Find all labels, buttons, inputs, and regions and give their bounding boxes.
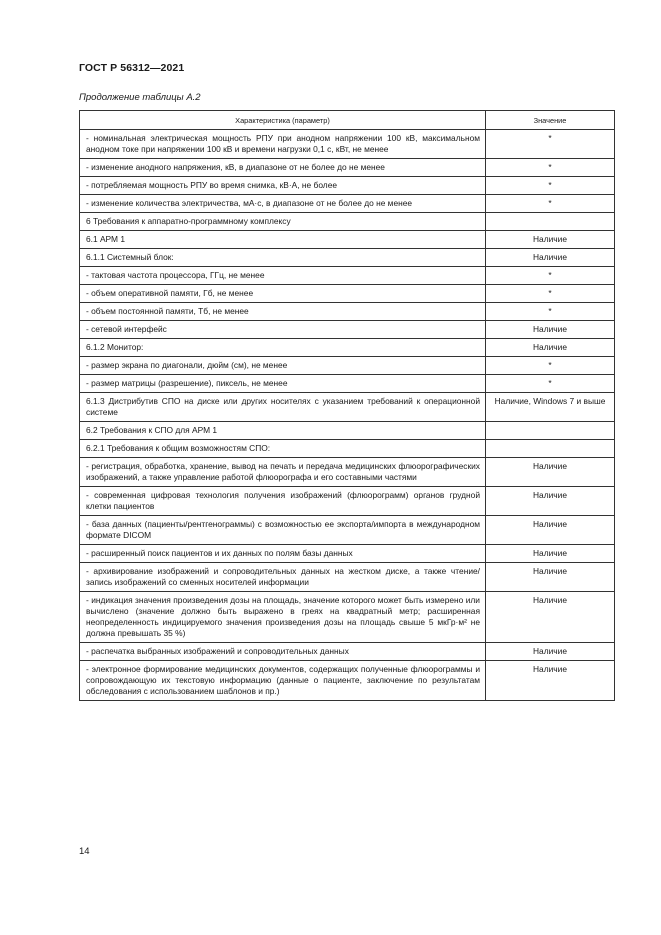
- page-number: 14: [79, 846, 90, 857]
- table-row: [80, 357, 615, 375]
- table-row: [80, 321, 615, 339]
- parameter-cell: - расширенный поиск пациентов и их данных по полям базы данных: [80, 545, 486, 563]
- value-cell: [486, 213, 615, 231]
- table-row: [80, 592, 615, 643]
- parameter-cell: - база данных (пациенты/рентгенограммы) с возможностью ее экспорта/импорта в международном формате DICOM: [80, 516, 486, 545]
- column-header-value: Значение: [486, 111, 615, 130]
- table-row: [80, 249, 615, 267]
- table-continuation-caption: Продолжение таблицы А.2: [79, 92, 201, 103]
- value-cell: Наличие: [486, 661, 615, 701]
- value-cell: Наличие: [486, 249, 615, 267]
- value-cell: Наличие, Windows 7 и выше: [486, 393, 615, 422]
- value-cell: *: [486, 285, 615, 303]
- parameter-cell: - регистрация, обработка, хранение, вывод на печать и передача медицинских флюорографических изображений, а также управление работой флюорографа и его составными частями: [80, 458, 486, 487]
- table-body: [80, 130, 615, 701]
- parameter-cell: - потребляемая мощность РПУ во время снимка, кВ·А, не более: [80, 177, 486, 195]
- value-cell: Наличие: [486, 321, 615, 339]
- table-row: [80, 339, 615, 357]
- table-row: [80, 231, 615, 249]
- value-cell: *: [486, 375, 615, 393]
- value-cell: [486, 440, 615, 458]
- value-cell: Наличие: [486, 643, 615, 661]
- table-row: [80, 213, 615, 231]
- value-cell: *: [486, 159, 615, 177]
- parameter-cell: - распечатка выбранных изображений и сопроводительных данных: [80, 643, 486, 661]
- table-row: [80, 375, 615, 393]
- parameter-cell: - объем оперативной памяти, Гб, не менее: [80, 285, 486, 303]
- value-cell: [486, 422, 615, 440]
- parameter-cell: 6.2 Требования к СПО для АРМ 1: [80, 422, 486, 440]
- table-row: [80, 267, 615, 285]
- table-row: [80, 516, 615, 545]
- value-cell: *: [486, 130, 615, 159]
- table-header-row: [80, 111, 615, 130]
- parameter-cell: 6.1 АРМ 1: [80, 231, 486, 249]
- table-row: [80, 393, 615, 422]
- parameter-cell: 6 Требования к аппаратно-программному комплексу: [80, 213, 486, 231]
- parameter-cell: - изменение количества электричества, мА·с, в диапазоне от не более до не менее: [80, 195, 486, 213]
- parameter-cell: - тактовая частота процессора, ГГц, не менее: [80, 267, 486, 285]
- parameter-cell: 6.1.2 Монитор:: [80, 339, 486, 357]
- value-cell: Наличие: [486, 545, 615, 563]
- table-row: [80, 130, 615, 159]
- value-cell: *: [486, 357, 615, 375]
- table-row: [80, 285, 615, 303]
- parameter-cell: - размер матрицы (разрешение), пиксель, не менее: [80, 375, 486, 393]
- parameter-cell: - номинальная электрическая мощность РПУ при анодном напряжении 100 кВ, максимальном анодном токе при напряжении 100 кВ и времени нагрузки 0,1 с, кВт, не менее: [80, 130, 486, 159]
- table-row: [80, 422, 615, 440]
- parameter-cell: - сетевой интерфейс: [80, 321, 486, 339]
- table-row: [80, 563, 615, 592]
- parameter-cell: 6.1.3 Дистрибутив СПО на диске или других носителях с указанием требований к операционной системе: [80, 393, 486, 422]
- table-row: [80, 661, 615, 701]
- table-row: [80, 487, 615, 516]
- parameter-cell: - архивирование изображений и сопроводительных данных на жестком диске, а также чтение/запись изображений со сменных носителей информации: [80, 563, 486, 592]
- value-cell: Наличие: [486, 339, 615, 357]
- column-header-parameter: Характеристика (параметр): [80, 111, 486, 130]
- document-header-title: ГОСТ Р 56312—2021: [79, 62, 185, 74]
- parameter-cell: - объем постоянной памяти, Тб, не менее: [80, 303, 486, 321]
- table-row: [80, 303, 615, 321]
- value-cell: *: [486, 267, 615, 285]
- value-cell: Наличие: [486, 592, 615, 643]
- parameter-cell: - современная цифровая технология получения изображений (флюорограмм) органов грудной клетки пациентов: [80, 487, 486, 516]
- parameter-cell: - изменение анодного напряжения, кВ, в диапазоне от не более до не менее: [80, 159, 486, 177]
- value-cell: *: [486, 195, 615, 213]
- value-cell: *: [486, 177, 615, 195]
- value-cell: *: [486, 303, 615, 321]
- value-cell: Наличие: [486, 516, 615, 545]
- value-cell: Наличие: [486, 563, 615, 592]
- parameter-cell: - размер экрана по диагонали, дюйм (см), не менее: [80, 357, 486, 375]
- table-row: [80, 177, 615, 195]
- table-row: [80, 440, 615, 458]
- table-row: [80, 195, 615, 213]
- parameter-cell: 6.2.1 Требования к общим возможностям СПО:: [80, 440, 486, 458]
- table-row: [80, 458, 615, 487]
- table-row: [80, 545, 615, 563]
- parameter-cell: 6.1.1 Системный блок:: [80, 249, 486, 267]
- table-row: [80, 159, 615, 177]
- specification-table: [79, 110, 615, 701]
- table-row: [80, 643, 615, 661]
- value-cell: Наличие: [486, 458, 615, 487]
- value-cell: Наличие: [486, 487, 615, 516]
- value-cell: Наличие: [486, 231, 615, 249]
- parameter-cell: - электронное формирование медицинских документов, содержащих полученные флюорограммы и сопровождающую их текстовую информацию (данные о пациенте, заключение по результатам обследования с использованием шаблонов и пр.): [80, 661, 486, 701]
- parameter-cell: - индикация значения произведения дозы на площадь, значение которого может быть измерено или вычислено (значение должно быть выражено в греях на квадратный метр; расширенная неопределенность индицируемого значения произведения дозы на площадь свыше 5 мкГр·м² не должна превышать 35 %): [80, 592, 486, 643]
